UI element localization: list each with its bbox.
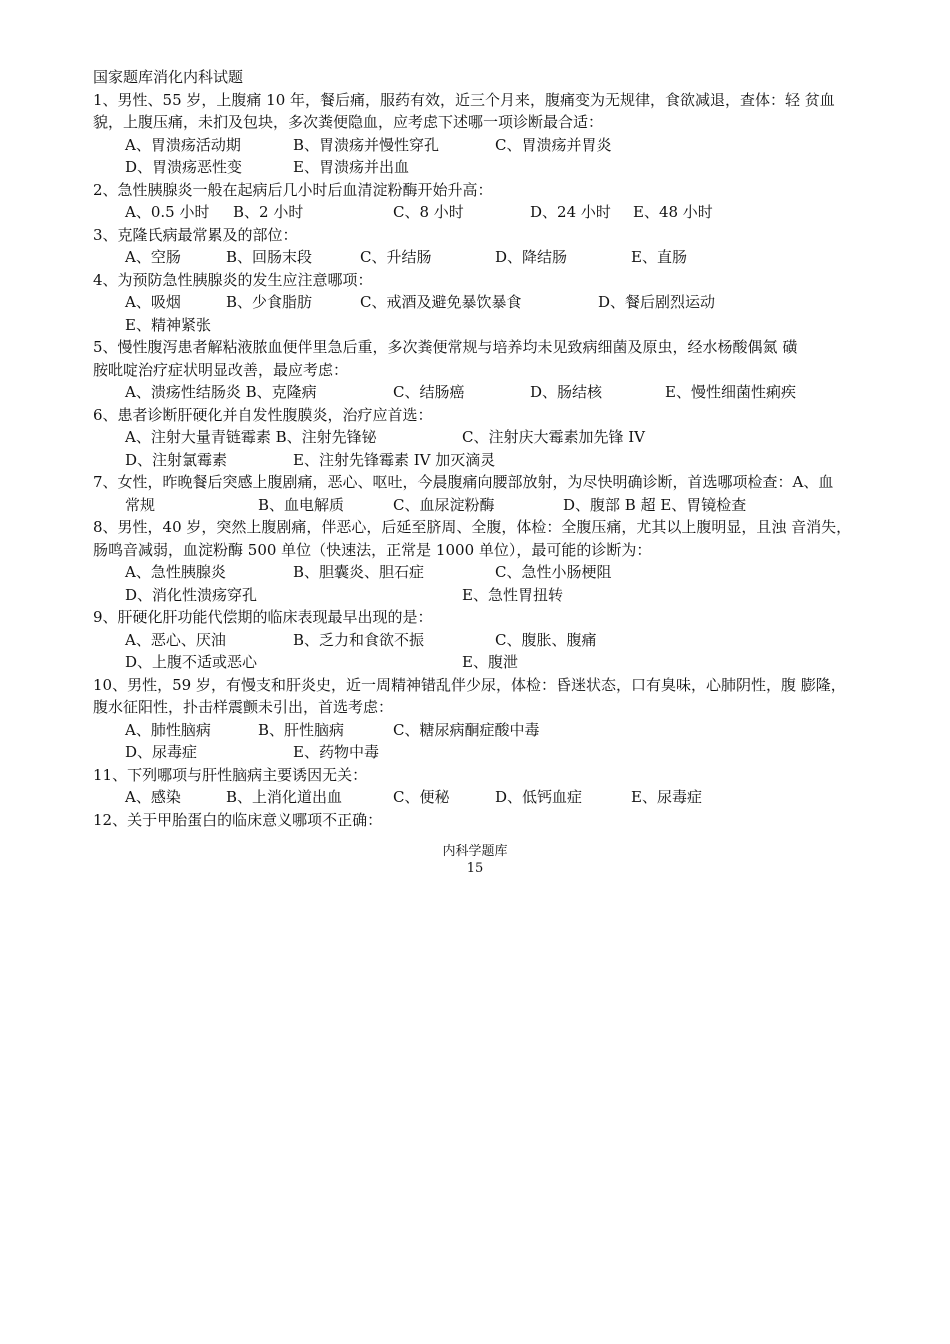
q9-option-c: C、腹胀、腹痛: [495, 630, 597, 649]
q7-option-c: C、血尿淀粉酶: [393, 495, 495, 514]
footer-book-title: 内科学题库: [442, 844, 508, 859]
q8-stem-line2: 肠鸣音减弱，血淀粉酶 500 单位（快速法，正常是 1000 单位），最可能的诊断为：: [93, 540, 652, 559]
q10-stem-line1: 10、男性，59 岁，有慢支和肝炎史，近一周精神错乱伴少尿，体检：昏迷状态，口有臭味，心肺阴性，腹 膨隆，: [93, 675, 846, 694]
q2-option-e: E、48 小时: [633, 203, 713, 221]
q4-options-row1: [93, 291, 873, 314]
q11-option-b: B、上消化道出血: [226, 788, 343, 806]
q7-option-b: B、血电解质: [258, 495, 345, 514]
q10-stem-line2: 腹水征阳性，扑击样震颤未引出，首选考虑：: [93, 698, 394, 716]
q8-option-c: C、急性小肠梗阻: [495, 563, 612, 581]
q7-stem: 7、女性，昨晚餐后突感上腹剧痛，恶心、呕吐，今晨腹痛向腰部放射，为尽快明确诊断，首选哪项检查：A、血: [93, 473, 834, 491]
q3-options-row: [93, 246, 873, 269]
q3-stem: 3、克隆氏病最常累及的部位：: [93, 225, 298, 244]
q6-option-d: D、注射氯霉素: [125, 450, 228, 469]
q3-option-c: C、升结肠: [360, 248, 432, 266]
q4-option-d: D、餐后剧烈运动: [598, 293, 716, 311]
doc-title: 国家题库消化内科试题: [93, 68, 244, 86]
q7-options-row: [93, 494, 873, 517]
q8-stem-line1: 8、男性，40 岁，突然上腹剧痛，伴恶心，后延至脐周、全腹，体检：全腹压痛，尤其以上腹明显，且浊 音消失，: [93, 518, 852, 536]
q1-options-row1: [93, 134, 873, 157]
q11-option-e: E、尿毒症: [631, 788, 702, 806]
q1-stem-line1: 1、男性、55 岁，上腹痛 10 年，餐后痛，服药有效，近三个月来，腹痛变为无规律，食欲减退，查体：轻 贫血: [93, 90, 835, 109]
document-body: [93, 66, 873, 831]
q2-option-a: A、0.5 小时: [125, 203, 210, 221]
q2-options-row: [93, 201, 873, 224]
q1-option-b: B、胃溃疡并慢性穿孔: [293, 135, 440, 154]
q10-option-b: B、肝性脑病: [258, 720, 345, 739]
q6-stem: 6、患者诊断肝硬化并自发性腹膜炎，治疗应首选：: [93, 405, 433, 424]
q6-option-c: C、注射庆大霉素加先锋 IV: [462, 428, 646, 446]
q3-option-a: A、空肠: [125, 248, 181, 266]
q8-option-a: A、急性胰腺炎: [125, 563, 226, 581]
q9-stem: 9、肝硬化肝功能代偿期的临床表现最早出现的是：: [93, 608, 433, 626]
q5-stem-line2: 胺吡啶治疗症状明显改善，最应考虑：: [93, 360, 349, 379]
q8-options-row1: [93, 561, 873, 584]
q11-stem: 11、下列哪项与肝性脑病主要诱因无关：: [93, 765, 368, 784]
q8-option-e: E、急性胃扭转: [462, 585, 563, 604]
q2-option-b: B、2 小时: [233, 203, 304, 221]
q4-option-e: E、精神紧张: [125, 315, 211, 334]
q10-options-row1: [93, 719, 873, 742]
q5-option-c: C、结肠癌: [393, 383, 465, 401]
q5-stem-line1: 5、慢性腹泻患者解粘液脓血便伴里急后重，多次粪便常规与培养均未见致病细菌及原虫，经水杨酸偶氮 磺: [93, 338, 798, 356]
q6-options-row1: [93, 426, 873, 449]
q1-stem-line2: 貌，上腹压痛，未扪及包块，多次粪便隐血，应考虑下述哪一项诊断最合适：: [93, 113, 604, 131]
q8-option-b: B、胆囊炎、胆石症: [293, 563, 425, 581]
q1-option-a: A、胃溃疡活动期: [125, 135, 241, 154]
q8-options-row2: [93, 584, 873, 607]
q10-option-d: D、尿毒症: [125, 743, 198, 761]
q11-option-a: A、感染: [125, 788, 181, 806]
q9-option-b: B、乏力和食欲不振: [293, 630, 425, 649]
q7-option-a-cont: 常规: [125, 495, 156, 514]
q11-option-d: D、低钙血症: [495, 788, 583, 806]
q10-option-e: E、药物中毒: [293, 743, 379, 761]
q4-stem: 4、为预防急性胰腺炎的发生应注意哪项：: [93, 270, 373, 289]
q3-option-d: D、降结肠: [495, 248, 568, 266]
q11-options-row: [93, 786, 873, 809]
q4-option-a: A、吸烟: [125, 293, 181, 311]
q7-option-de: D、腹部 B 超 E、胃镜检查: [563, 495, 747, 514]
q6-options-row2: [93, 449, 873, 472]
q8-option-d: D、消化性溃疡穿孔: [125, 585, 258, 604]
q9-options-row2: [93, 651, 873, 674]
footer-page-number: 15: [466, 861, 484, 876]
q5-option-ab: A、溃疡性结肠炎 B、克隆病: [125, 383, 317, 401]
q9-options-row1: [93, 629, 873, 652]
q5-options-row: [93, 381, 873, 404]
q9-option-e: E、腹泄: [462, 653, 518, 671]
q2-stem: 2、急性胰腺炎一般在起病后几小时后血清淀粉酶开始升高：: [93, 180, 493, 199]
q5-option-d: D、肠结核: [530, 383, 603, 401]
q10-option-a: A、肺性脑病: [125, 720, 211, 739]
q6-option-e: E、注射先锋霉素 IV 加灭滴灵: [293, 450, 496, 469]
q10-options-row2: [93, 741, 873, 764]
q9-option-a: A、恶心、厌油: [125, 630, 226, 649]
q1-option-d: D、胃溃疡恶性变: [125, 158, 243, 176]
q2-option-c: C、8 小时: [393, 203, 464, 221]
q10-option-c: C、糖尿病酮症酸中毒: [393, 720, 540, 739]
q4-options-row2: [93, 314, 873, 337]
q9-option-d: D、上腹不适或恶心: [125, 653, 258, 671]
q1-options-row2: [93, 156, 873, 179]
q1-option-c: C、胃溃疡并胃炎: [495, 135, 612, 154]
q3-option-b: B、回肠末段: [226, 248, 313, 266]
q3-option-e: E、直肠: [631, 248, 687, 266]
q4-option-b: B、少食脂肪: [226, 293, 313, 311]
q4-option-c: C、戒酒及避免暴饮暴食: [360, 293, 522, 311]
q11-option-c: C、便秘: [393, 788, 450, 806]
q12-stem: 12、关于甲胎蛋白的临床意义哪项不正确：: [93, 810, 383, 829]
q2-option-d: D、24 小时: [530, 203, 611, 221]
q1-option-e: E、胃溃疡并出血: [293, 158, 409, 176]
q6-option-ab: A、注射大量青链霉素 B、注射先锋铋: [125, 428, 377, 446]
q5-option-e: E、慢性细菌性痢疾: [665, 383, 796, 401]
